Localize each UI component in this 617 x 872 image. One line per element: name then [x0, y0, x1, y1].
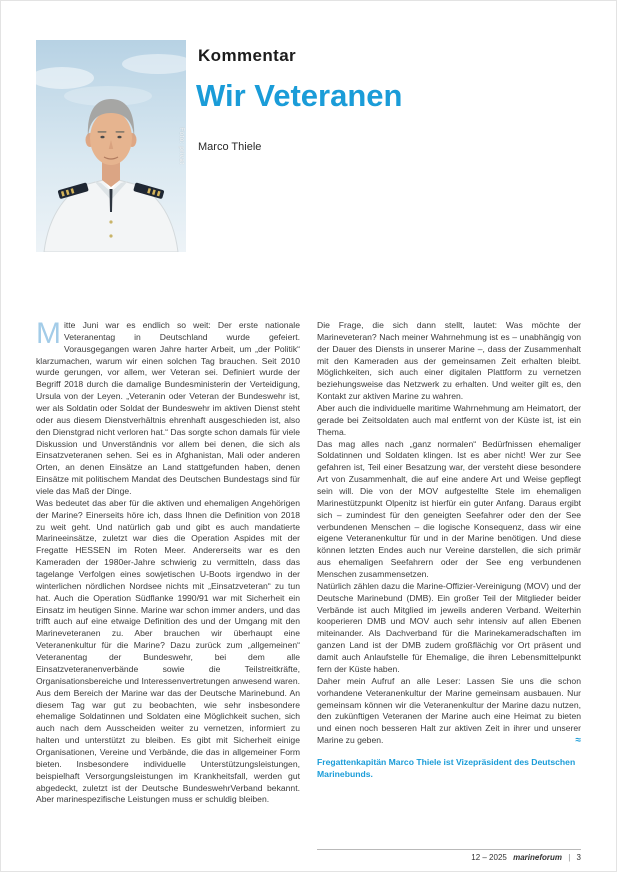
footer-rule: [317, 849, 581, 850]
footer-page-number: 3: [576, 853, 581, 862]
photo-credit: Foto: privat: [178, 127, 184, 165]
paragraph: Was bedeutet das aber für die aktiven und ehemaligen Angehörigen der Marine? Einerseits höre ich, dass Ihnen die Definition von 2018 zu weit geht. Und natürlich gab und gibt es auch mandatierte Marineeinsätze, zuletzt war dies die Operation Aspides mit der Fregatte HESSEN im Roten Meer. Andererseits war es den Kameraden der 1980er-Jahre schwierig zu vermitteln, dass das tagelange Verfolgen eines sowjetischen U-Boots irgendwo in der winterlichen nördlichen Nordsee nichts mit „Einsatzveteran“ zu tun hat. Auch die Operation Südflanke 1990/91 war mit Sicherheit ein Einsatz im heutigen Sinne. Marine war schon immer anders, und das trifft auch auf eine etwaige Definition des und der Umgang mit den Marineveteranen zu. Aber brauchen wir überhaupt eine Veteranenkultur für die Marine? Dazu zurück zum „allgemeinen“ Veteranentag der Bundeswehr, bei dem alle Einsatzveteranenverbände sowie die Teilstreitkräfte, Organisationsbereiche und Interessenvertretungen anwesend waren. Aus dem Bereich der Marine war das der Deutsche Marinebund. An diesem Tag war gut zu beobachten, wie sehr insbesondere ehemalige Soldatinnen und Soldaten eine Möglichkeit suchen, sich auch nach dem Ausscheiden weiter zu vernetzen, informiert zu halten und unterstützt zu bleiben. Es gibt mit Sicherheit einige Organisationen, Vereine und Verbände, die das in allgemeiner Form bieten. Insbesondere individuelle Unterstützungsleistungen, beispielhaft Versorgungsleistungen im Krankheitsfall, werden gut abgedeckt, zuletzt ist der Deutsche BundeswehrVerband bekannt. Aber marinespezifische Leistungen muss er schuldig bleiben.: [36, 497, 300, 805]
portrait-photo: [36, 40, 186, 252]
paragraph: Natürlich zählen dazu die Marine-Offizier-Vereinigung (MOV) und der Deutsche Marinebund (DMB). Ein großer Teil der Mitglieder beider Verbände ist auch Mitglied im jeweils anderen Verband. Weiterhin kooperieren DMB und MOV auch sehr intensiv auf allen Ebenen miteinander. Als Dachverband für die Marinekameradschaften im ganzen Land ist der DMB zudem großflächig vor Ort präsent und damit auch Anlaufstelle für Ehemalige, die ihren Lebensmittelpunkt fern der Küste haben.: [317, 580, 581, 674]
article-left-column: [36, 317, 300, 806]
footer-magazine: marineforum: [513, 853, 562, 862]
paragraph: Das mag alles nach „ganz normalen“ Bedürfnissen ehemaliger Soldatinnen und Soldaten klingen. Ist es aber nicht! Wer zur See gefahren ist, Teil einer Besatzung war, der versteht diese besondere Art von Zusammenhalt, die auf eine andere Art und Weise gepflegt sein will. Die von der MOV aufgestellte Stele im ehemaligen Marinestützpunkt Olpenitz ist hierfür ein guter Anfang. Daraus ergibt sich – zumindest für den geneigten Seefahrer oder den der See verbundenen Menschen – die logische Konsequenz, dass wir eine eigene Veteranenkultur für und in der Marine benötigen. Und diese können letzten Endes auch nur Vereine darstellen, die sich primär aus ehemaligen Seefahrern oder der See eng verbundenen Menschen zusammensetzen.: [317, 438, 581, 580]
dropcap: M: [36, 317, 61, 350]
article-title: Wir Veteranen: [196, 78, 403, 113]
footer: [471, 853, 581, 862]
paragraph: Daher mein Aufruf an alle Leser: Lassen Sie uns die schon vorhandene Veteranenkultur der Marine gemeinsam ausbauen. Nur gemeinsam können wir die Veteranenkultur der Marine dazu nutzen, den zukünftigen Veteranen der Marine auch eine Heimat zu bieten und einen noch besseren Halt zur aktiven Zeit in ihrer und unserer Marine zu geben. ≈: [317, 675, 581, 747]
end-mark: ≈: [575, 735, 581, 747]
article-kicker: Kommentar: [198, 46, 297, 65]
article-author: Marco Thiele: [198, 141, 262, 153]
footer-issue: 12 – 2025: [471, 853, 507, 862]
footer-separator: |: [568, 853, 571, 862]
paragraph: itte Juni war es endlich so weit: Der erste nationale Veteranentag in Deutschland wurde gefeiert. Vorausgegangen waren Jahre harter Arbeit, um „der Politik“ klarzumachen, warum wir einen solchen Tag brauchen. Seit 2010 wurde gerungen, vor allem, wer Veteran sei. Definiert wurde der Begriff 2018 durch die damalige Bundesministerin der Verteidigung, Ursula von der Leyen. „Veteranin oder Veteran der Bundeswehr ist, wer als Soldatin oder Soldat der Bundeswehr im aktiven Dienst steht oder aus diesem Dienstverhältnis ehrenhaft ausgeschieden ist, also den Dienstgrad nicht verloren hat.“ Das sorgte schon damals für viele Diskussion und Unverständnis vor allem bei denen, die sich als Einsatzveteranen sehen. Sei es in Afghanistan, Mali oder anderen Orten, an denen Einsätze an Land stattgefunden haben, denen Einsätze mit politischem Mandat des Deutschen Bundestags sind für viele das Maß der Dinge.: [36, 320, 300, 497]
portrait-illustration: [36, 40, 186, 252]
author-note: Fregattenkapitän Marco Thiele ist Vizepräsident des Deutschen Marinebunds.: [317, 756, 576, 779]
left-paragraphs: [36, 317, 300, 806]
right-paragraphs: [317, 320, 581, 747]
article-body: [36, 317, 581, 806]
paragraph: Die Frage, die sich dann stellt, lautet: Was möchte der Marineveteran? Nach meiner Wahrnehmung ist es – unabhängig von der Dauer des Diensts in unserer Marine –, dass der Zusammenhalt mit den Kameraden aus der gemeinsamen Zeit erhalten bleibt. Möglichkeiten, sich auch einer digitalen Plattform zu vernetzen beziehungsweise das Netzwerk zu erhalten. Und weiter gilt es, den Kontakt zur aktiven Marine zu wahren.: [317, 320, 581, 402]
article-right-column: [317, 320, 581, 806]
paragraph: Aber auch die individuelle maritime Wahrnehmung am Heimatort, der gerade bei Zeitsoldaten auch mal entfernt von der Küste ist, ist ein Thema.: [317, 403, 581, 437]
